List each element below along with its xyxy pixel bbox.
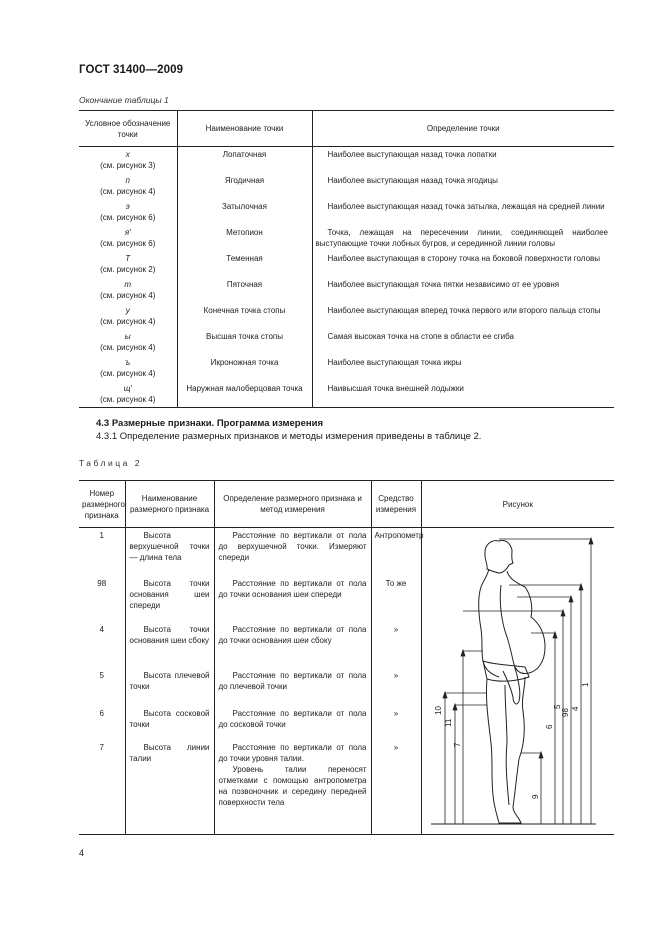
- table1-point-name: Икроножная точка: [177, 355, 312, 381]
- table1-row: [79, 225, 614, 251]
- table2-name: [130, 578, 210, 624]
- table1-point-code: [79, 277, 177, 303]
- figure-label-10: 10: [434, 706, 443, 715]
- table2-numbers-cell: [79, 528, 125, 835]
- table2-col-figure: Рисунок: [421, 481, 614, 528]
- table2-name-text: Высота точки основания шеи сбоку: [129, 625, 210, 645]
- table1-col-code: Условное обозначение точки: [79, 111, 177, 147]
- table1-point-definition: Наиболее выступающая назад точка ягодицы: [312, 173, 614, 199]
- table2-name: [130, 530, 210, 578]
- table2-col-instrument: Средство измерения: [371, 481, 421, 528]
- table1-row: [79, 173, 614, 199]
- figure-inner-leg: [505, 685, 509, 805]
- table1-row: [79, 199, 614, 225]
- table2-number: [82, 708, 122, 742]
- table1-point-code: [79, 147, 177, 174]
- table1-point-code: [79, 225, 177, 251]
- table2-instrument-text: Антропометр: [374, 531, 424, 540]
- figure-reference: (см. рисунок 3): [100, 161, 156, 170]
- table1-row: [79, 355, 614, 381]
- figure-label-4: 4: [571, 706, 580, 711]
- table2-definition: [219, 624, 367, 670]
- table2-name-text: Высота плечевой точки: [129, 671, 210, 691]
- table1-point-code: [79, 173, 177, 199]
- table1-point-definition: Наиболее выступающая точка икры: [312, 355, 614, 381]
- table2-col-definition: Определение размерного признака и метод измерения: [214, 481, 371, 528]
- table1-point-definition: Точка, лежащая на пересечении линии, соединяющей наиболее выступающие точки лобных бугров, и серединной линии головы: [312, 225, 614, 251]
- page-number: 4: [79, 848, 85, 858]
- table1-point-name: Конечная точка стопы: [177, 303, 312, 329]
- table1-point-definition: Наиболее выступающая назад точка лопатки: [312, 147, 614, 174]
- point-symbol: п: [125, 176, 130, 185]
- table2-number: [82, 578, 122, 624]
- table2-definition: [219, 578, 367, 624]
- table2-name-text: Высота линии талии: [129, 743, 210, 763]
- table2-header-row: [79, 481, 614, 528]
- table2-definition-text: Расстояние по вертикали от пола до точки основания шеи сбоку: [218, 625, 367, 645]
- table2-instrument-text: »: [393, 709, 399, 718]
- table2-definition-text: Расстояние по вертикали от пола до сосковой точки: [218, 709, 367, 729]
- figure-label-7: 7: [453, 742, 462, 747]
- figure-reference: (см. рисунок 4): [100, 369, 156, 378]
- section-4-3-title: 4.3 Размерные признаки. Программа измерения: [96, 418, 324, 429]
- table1-point-name: Ягодичная: [177, 173, 312, 199]
- table2-instrument-text: »: [393, 743, 399, 752]
- document-code: ГОСТ 31400—2009: [79, 64, 184, 76]
- table1-point-name: Наружная малоберцовая точка: [177, 381, 312, 408]
- table2-number: [82, 624, 122, 670]
- table2-definition-text: Расстояние по вертикали от пола до точки уровня талии.: [218, 743, 367, 763]
- figure-back-outline: [479, 569, 499, 677]
- figure-reference: (см. рисунок 4): [100, 317, 156, 326]
- figure-reference: (см. рисунок 4): [100, 187, 156, 196]
- figure-label-5: 5: [553, 704, 562, 709]
- table2-instrument-text: »: [393, 625, 399, 634]
- table1-row: [79, 303, 614, 329]
- table2-instrument-text: То же: [385, 579, 407, 588]
- table2-number-text: 1: [99, 531, 104, 540]
- table2-number-text: 5: [99, 671, 104, 680]
- table2-definition: [219, 742, 367, 832]
- point-symbol: у: [125, 306, 130, 315]
- table2-number: [82, 742, 122, 832]
- table1-row: [79, 381, 614, 408]
- table2-instrument: [375, 578, 418, 624]
- figure-label-9: 9: [531, 794, 540, 799]
- figure-label-6: 6: [545, 724, 554, 729]
- figure-label-98: 98: [561, 708, 570, 717]
- table1-point-definition: Наиболее выступающая вперед точка первого или второго пальца стопы: [312, 303, 614, 329]
- table1-point-code: [79, 251, 177, 277]
- table1-point-definition: Наиболее выступающая точка пятки независимо от ее уровня: [312, 277, 614, 303]
- table2-definition-text: Расстояние по вертикали от пола до точки основания шеи спереди: [218, 579, 367, 599]
- point-symbol: щ′: [123, 384, 132, 393]
- table2-name-text: Высота верхушечной точки — длина тела: [129, 531, 210, 562]
- table2-definition-extra: Уровень талии переносят отметками с помощью антропометра на позвоночник и середину передней поверхности тела: [218, 765, 367, 807]
- point-symbol: ы: [124, 332, 131, 341]
- figure-arm-outline: [500, 585, 520, 704]
- table2-number-text: 7: [99, 743, 104, 752]
- table2-definition: [219, 530, 367, 578]
- point-symbol: я′: [124, 228, 131, 237]
- table2-instrument: [375, 708, 418, 742]
- table2-instruments-cell: [371, 528, 424, 835]
- point-symbol: ъ: [125, 358, 131, 367]
- table1-point-name: Теменная: [177, 251, 312, 277]
- table1-point-definition: Самая высокая точка на стопе в области ее сгиба: [312, 329, 614, 355]
- table2-instrument: [375, 670, 418, 708]
- table2-definition-text: Расстояние по вертикали от пола до плечевой точки: [218, 671, 367, 691]
- point-symbol: Т: [125, 254, 131, 263]
- table1-header-row: [79, 111, 614, 147]
- section-4-3-1-text: 4.3.1 Определение размерных признаков и методы измерения приведены в таблице 2.: [96, 431, 482, 442]
- human-figure-drawing: [421, 525, 611, 830]
- point-symbol: х: [125, 150, 130, 159]
- table1-point-name: Затылочная: [177, 199, 312, 225]
- table2-instrument: [375, 624, 418, 670]
- table2-definition-text: Расстояние по вертикали от пола до верхушечной точки. Измеряют спереди: [218, 531, 367, 562]
- table2-name: [130, 670, 210, 708]
- table-1: [79, 110, 614, 408]
- figure-reference: (см. рисунок 4): [100, 291, 156, 300]
- figure-reference: (см. рисунок 4): [100, 343, 156, 352]
- table2-name: [130, 708, 210, 742]
- table2-number: [82, 670, 122, 708]
- table1-point-code: [79, 199, 177, 225]
- figure-reference: (см. рисунок 6): [100, 213, 156, 222]
- table2-definition: [219, 670, 367, 708]
- table1-point-definition: Наивысшая точка внешней лодыжки: [312, 381, 614, 408]
- table1-point-name: Пяточная: [177, 277, 312, 303]
- figure-reference: (см. рисунок 2): [100, 265, 156, 274]
- table1-row: [79, 147, 614, 174]
- table1-row: [79, 277, 614, 303]
- table2-col-name: Наименование размерного признака: [125, 481, 214, 528]
- table2-number-text: 98: [97, 579, 107, 588]
- table1-col-name: Наименование точки: [177, 111, 312, 147]
- table2-name-text: Высота точки основания шеи спереди: [129, 579, 210, 610]
- table2-names-cell: [125, 528, 214, 835]
- table1-row: [79, 251, 614, 277]
- table1-point-definition: Наиболее выступающая в сторону точка на боковой поверхности головы: [312, 251, 614, 277]
- table2-number: [82, 530, 122, 578]
- table2-number-text: 4: [99, 625, 104, 634]
- table2-name: [130, 624, 210, 670]
- table2-instrument: [375, 742, 418, 832]
- table1-point-code: [79, 355, 177, 381]
- figure-label-11: 11: [444, 718, 453, 727]
- figure-reference: (см. рисунок 6): [100, 239, 156, 248]
- table2-col-number: Номер размерного признака: [79, 481, 125, 528]
- table2-definitions-cell: [214, 528, 371, 835]
- point-symbol: э: [125, 202, 130, 211]
- figure-label-1: 1: [581, 682, 590, 687]
- table2-name-text: Высота сосковой точки: [129, 709, 210, 729]
- point-symbol: m: [124, 280, 132, 289]
- table1-point-definition: Наиболее выступающая назад точка затылка, лежащая на средней линии: [312, 199, 614, 225]
- table1-point-code: [79, 329, 177, 355]
- table2-caption: Таблица 2: [79, 458, 142, 468]
- table1-point-name: Метопион: [177, 225, 312, 251]
- table2-instrument-text: »: [393, 671, 399, 680]
- figure-head-outline: [485, 540, 513, 573]
- table1-point-code: [79, 303, 177, 329]
- table2-number-text: 6: [99, 709, 104, 718]
- table2-name: [130, 742, 210, 832]
- table1-point-name: Высшая точка стопы: [177, 329, 312, 355]
- table2-instrument: [374, 530, 424, 578]
- table1-col-def: Определение точки: [312, 111, 614, 147]
- table1-caption: Окончание таблицы 1: [79, 95, 169, 105]
- table1-point-name: Лопаточная: [177, 147, 312, 174]
- figure-reference: (см. рисунок 4): [100, 395, 156, 404]
- table1-row: [79, 329, 614, 355]
- table2-definition: [219, 708, 367, 742]
- table1-point-code: [79, 381, 177, 408]
